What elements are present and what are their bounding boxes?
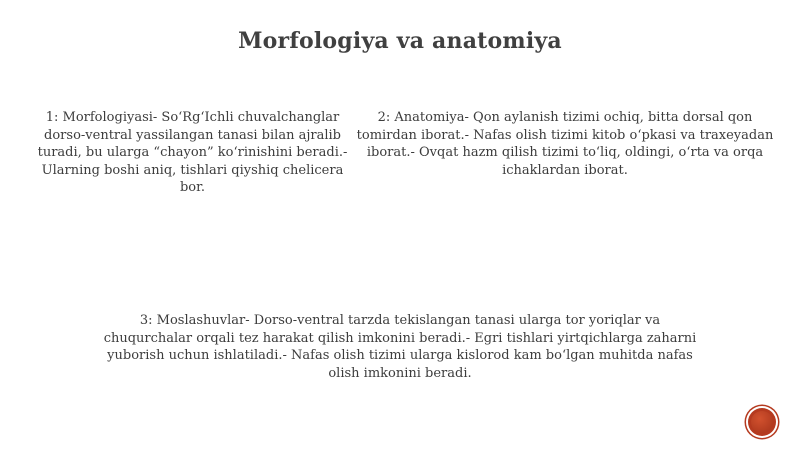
text-block-adaptations: 3: Moslashuvlar- Dorso-ventral tarzda tekislangan tanasi ularga tor yoriqlar va chuqurchalar orqali tez harakat qilish imkonini beradi.- Egri tishlari yirtqichlarga zaharni yuborish uchun ishlatiladi.- Nafas olish tizimi ularga kislorod kam bo‘lgan muhitda nafas olish imkonini beradi.: [103, 313, 697, 381]
text-block-morphology: 1: Morfologiyasi- So‘Rg‘Ichli chuvalchanglar dorso-ventral yassilangan tanasi bilan ajralib turadi, bu ularga “chayon” ko‘rinishini beradi.- Ularning boshi aniq, tishlari qiyshiq chelicera bor.: [37, 110, 348, 195]
text-block-anatomy: 2: Anatomiya- Qon aylanish tizimi ochiq, bitta dorsal qon tomirdan iborat.- Nafas olish tizimi kitob o‘pkasi va traxeyadan iborat.- Ovqat hazm qilish tizimi to‘liq, oldingi, o‘rta va orqa ichaklardan iborat.: [356, 110, 774, 178]
circle-nav-icon[interactable]: [748, 408, 776, 436]
slide-title: Morfologiya va anatomiya: [238, 28, 562, 54]
